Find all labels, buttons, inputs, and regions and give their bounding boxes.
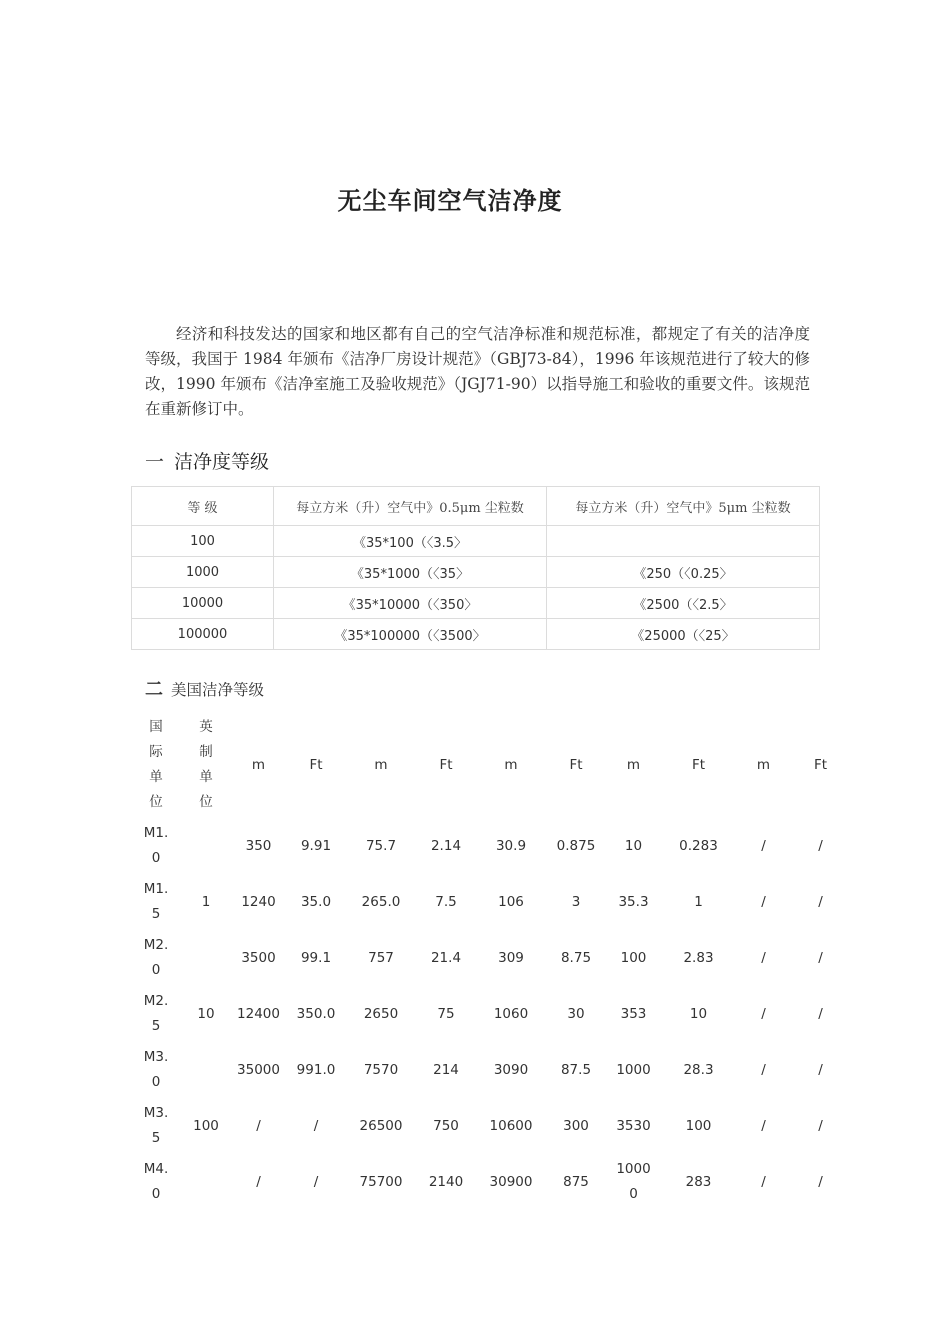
table-cell: 100 — [132, 526, 274, 557]
table-cell: 757 — [368, 949, 394, 966]
table-cell: 309 — [498, 949, 524, 966]
table-cell: 106 — [498, 893, 524, 910]
section-heading-cleanliness-grade — [145, 447, 269, 474]
table-cell: 75 — [437, 1005, 455, 1022]
grade-cell: M1.0 — [143, 825, 169, 866]
table-cell: 1000 — [132, 557, 274, 588]
header-cell: Ft — [439, 756, 453, 773]
table-cell — [181, 818, 231, 874]
table-cell: 283 — [685, 1173, 712, 1190]
table-cell: 12400 — [237, 1005, 280, 1022]
table-cell: 3530 — [616, 1117, 651, 1134]
grade-cell: M3.5 — [143, 1105, 169, 1146]
table-cell: 35000 — [237, 1061, 280, 1078]
table-cell: 100000 — [132, 619, 274, 650]
table-cell: 1060 — [493, 1005, 529, 1022]
section-number: 二 — [145, 679, 163, 700]
us-cleanliness-table — [131, 712, 850, 1210]
section-title: 美国洁净等级 — [171, 681, 265, 699]
table-cell: 2140 — [428, 1173, 464, 1190]
table-cell: 35.3 — [618, 893, 649, 910]
table-row — [132, 557, 820, 588]
section-number: 一 — [145, 451, 165, 473]
header-cell: 英制单位 — [199, 719, 213, 810]
table-cell: 30900 — [489, 1173, 533, 1190]
table-cell: 7.5 — [435, 893, 457, 910]
table-cell: 《25000（〈25〉 — [547, 619, 820, 650]
table-cell: 300 — [563, 1117, 589, 1134]
table-cell — [547, 526, 820, 557]
table-cell: 214 — [433, 1061, 459, 1078]
table-cell: 1 — [201, 893, 211, 910]
table-cell: / — [761, 949, 766, 966]
table-row — [131, 1154, 850, 1210]
table-cell: 875 — [563, 1173, 589, 1190]
table-cell: 2650 — [363, 1005, 399, 1022]
table-cell: / — [818, 837, 823, 854]
table-cell: 10 — [197, 1005, 215, 1022]
table-cell: 21.4 — [430, 949, 462, 966]
table-cell: 26500 — [359, 1117, 403, 1134]
table-cell: 1000 — [616, 1061, 651, 1078]
table-cell: 10000 — [132, 588, 274, 619]
table-cell: 10000 — [616, 1161, 651, 1202]
header-cell: 每立方米（升）空气中》0.5μm 尘粒数 — [274, 487, 547, 526]
grade-cell: M1.5 — [143, 881, 169, 922]
table-cell: 100 — [685, 1117, 712, 1134]
table-cell: 9.91 — [300, 837, 332, 854]
table-cell: 0.283 — [679, 837, 718, 854]
table-cell: 0.875 — [556, 837, 596, 854]
table-cell: 75700 — [359, 1173, 403, 1190]
table-header-row — [131, 712, 850, 818]
table-cell: 3500 — [241, 949, 276, 966]
section-title: 洁净度等级 — [174, 451, 270, 473]
table-cell: / — [256, 1117, 261, 1134]
table-row — [131, 986, 850, 1042]
table-cell: / — [818, 1061, 823, 1078]
header-cell: 国际单位 — [149, 719, 163, 810]
table-cell: 87.5 — [560, 1061, 592, 1078]
table-cell: / — [313, 1117, 319, 1134]
table-cell: / — [818, 893, 823, 910]
table-cell: 28.3 — [683, 1061, 714, 1078]
table-cell: 1 — [694, 893, 703, 910]
table-cell: 10600 — [489, 1117, 533, 1134]
table-cell: 10 — [624, 837, 643, 854]
table-cell: 350 — [245, 837, 272, 854]
table-cell: 3 — [571, 893, 581, 910]
table-row — [131, 1042, 850, 1098]
table-cell: 7570 — [363, 1061, 399, 1078]
table-row — [132, 526, 820, 557]
header-cell: Ft — [691, 756, 706, 773]
table-cell: 10 — [689, 1005, 708, 1022]
table-cell: 30.9 — [495, 837, 527, 854]
table-row — [132, 619, 820, 650]
table-cell: / — [761, 1173, 766, 1190]
table-row — [131, 1098, 850, 1154]
table-cell: / — [818, 1117, 823, 1134]
table-cell: 《35*100000（〈3500〉 — [274, 619, 547, 650]
table-cell: 35.0 — [300, 893, 332, 910]
table-cell: / — [761, 893, 766, 910]
table-cell: 2.83 — [683, 949, 714, 966]
header-cell: m — [626, 756, 641, 773]
table-cell: 《35*1000（〈35〉 — [274, 557, 547, 588]
header-cell: m — [504, 756, 518, 773]
header-cell: Ft — [813, 756, 828, 773]
table-cell: / — [761, 1005, 766, 1022]
table-cell: 1240 — [241, 893, 276, 910]
table-cell: 991.0 — [296, 1061, 336, 1078]
table-row — [131, 874, 850, 930]
section-heading-us-cleanliness-grade — [145, 675, 264, 701]
header-cell: m — [251, 756, 266, 773]
cleanliness-grade-table — [131, 486, 820, 650]
table-cell: / — [761, 1117, 766, 1134]
header-cell: m — [756, 756, 771, 773]
header-cell: m — [374, 756, 388, 773]
table-row — [132, 588, 820, 619]
table-cell: 3090 — [493, 1061, 529, 1078]
table-cell: 750 — [433, 1117, 459, 1134]
table-cell: / — [818, 949, 823, 966]
grade-cell: M2.5 — [143, 993, 169, 1034]
table-header-row — [132, 487, 820, 526]
grade-cell: M2.0 — [143, 937, 169, 978]
table-cell: / — [818, 1173, 823, 1190]
table-cell: 《35*10000（〈350〉 — [274, 588, 547, 619]
intro-paragraph: 经济和科技发达的国家和地区都有自己的空气洁净标准和规范标准，都规定了有关的洁净度等级，我国于 1984 年颁布《洁净厂房设计规范》（GBJ73-84），1996 年该规范进行了较大的修改，1990 年颁布《洁净室施工及验收规范》（JGJ71-90）以指导施工和验收的重要文件。该规范在重新修订中。 — [145, 325, 810, 418]
document-title: 无尘车间空气洁净度 — [337, 187, 563, 215]
table-cell: 75.7 — [365, 837, 397, 854]
table-cell: 100 — [193, 1117, 219, 1134]
table-cell: 265.0 — [361, 893, 401, 910]
header-cell: 等 级 — [132, 487, 274, 526]
table-cell — [181, 1042, 231, 1098]
table-cell — [181, 930, 231, 986]
header-cell: 每立方米（升）空气中》5μm 尘粒数 — [547, 487, 820, 526]
table-cell: / — [761, 1061, 766, 1078]
header-cell: Ft — [309, 756, 323, 773]
table-cell: 8.75 — [560, 949, 592, 966]
table-cell: 100 — [620, 949, 647, 966]
table-cell: 30 — [567, 1005, 585, 1022]
table-cell: / — [761, 837, 766, 854]
table-cell: 《250（〈0.25〉 — [547, 557, 820, 588]
table-cell: 《2500（〈2.5〉 — [547, 588, 820, 619]
table-cell: 353 — [620, 1005, 647, 1022]
grade-cell: M4.0 — [143, 1161, 169, 1202]
table-cell: 99.1 — [300, 949, 332, 966]
table-cell: / — [313, 1173, 319, 1190]
table-cell: 350.0 — [296, 1005, 336, 1022]
grade-cell: M3.0 — [143, 1049, 169, 1090]
table-cell — [181, 1154, 231, 1210]
table-cell: / — [256, 1173, 261, 1190]
table-row — [131, 930, 850, 986]
table-cell: 《35*100（〈3.5〉 — [274, 526, 547, 557]
table-row — [131, 818, 850, 874]
table-cell: 2.14 — [430, 837, 462, 854]
header-cell: Ft — [569, 756, 583, 773]
table-cell: / — [818, 1005, 823, 1022]
